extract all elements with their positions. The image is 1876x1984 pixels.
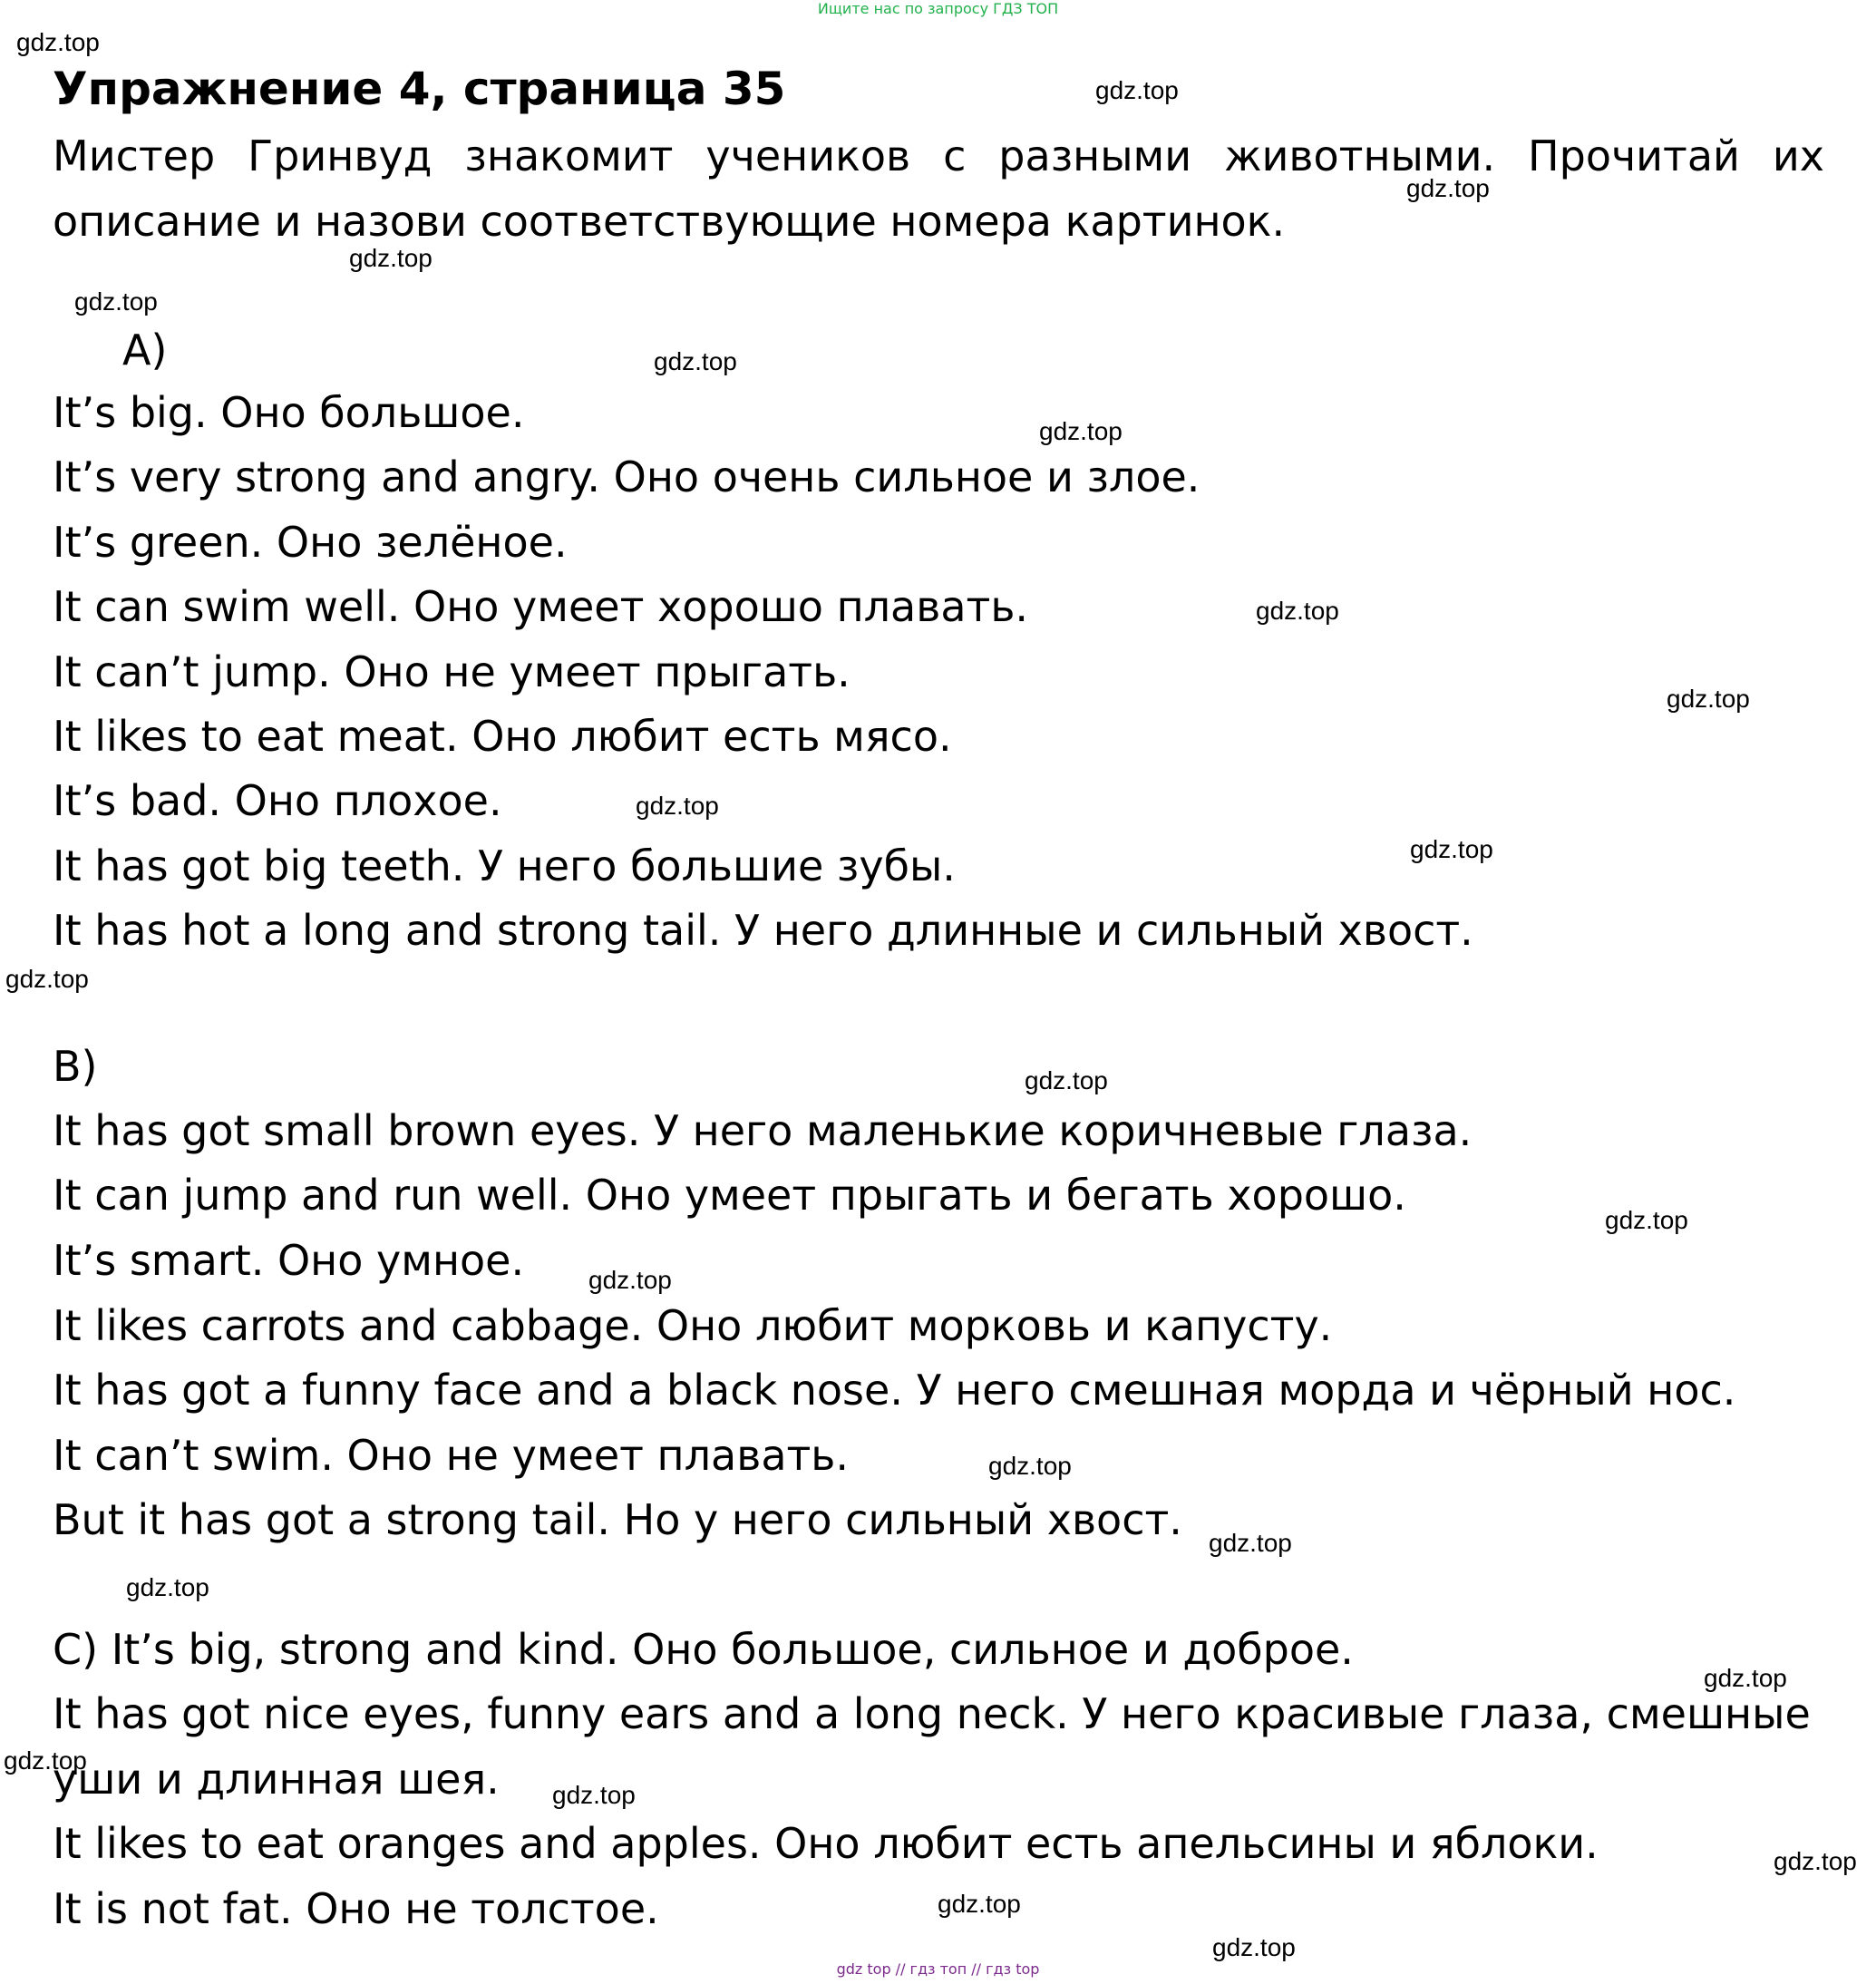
- watermark: gdz.top: [588, 1266, 672, 1294]
- section-a-label: A): [122, 326, 168, 374]
- section-b-line: It likes carrots and cabbage. Оно любит морковь и капусту.: [53, 1301, 1333, 1350]
- watermark: gdz.top: [4, 1746, 87, 1775]
- section-c-line: C) It’s big, strong and kind. Оно большое, сильное и доброе.: [53, 1625, 1354, 1674]
- section-b-line: It has got a funny face and a black nose. У него смешная морда и чёрный нос.: [53, 1366, 1736, 1415]
- section-a-line: It can swim well. Оно умеет хорошо плавать.: [53, 582, 1029, 631]
- section-a-line: It has hot a long and strong tail. У него длинные и сильный хвост.: [53, 906, 1473, 955]
- section-a-line: It likes to eat meat. Оно любит есть мясо.: [53, 712, 952, 761]
- watermark: gdz.top: [1039, 417, 1123, 445]
- watermark: gdz.top: [349, 244, 433, 272]
- watermark: gdz.top: [74, 287, 158, 316]
- section-a-line: It can’t jump. Оно не умеет прыгать.: [53, 647, 851, 696]
- section-b-line: It has got small brown eyes. У него маленькие коричневые глаза.: [53, 1106, 1473, 1155]
- page-title: Упражнение 4, страница 35: [53, 63, 786, 115]
- footer: gdz top // гдз топ // гдз top: [836, 1960, 1040, 1978]
- watermark: gdz.top: [654, 347, 737, 375]
- section-b-line: It’s smart. Оно умное.: [53, 1236, 525, 1285]
- section-b-label: B): [53, 1042, 98, 1091]
- section-c-line: It is not fat. Оно не толстое.: [53, 1884, 659, 1933]
- watermark: gdz.top: [1256, 597, 1339, 625]
- section-b-line: It can jump and run well. Оно умеет прыгать и бегать хорошо.: [53, 1171, 1406, 1220]
- watermark: gdz.top: [1667, 685, 1750, 713]
- watermark: gdz.top: [126, 1573, 209, 1601]
- section-a-line: It has got big teeth. У него большие зубы.: [53, 841, 956, 890]
- section-c-line: It likes to eat oranges and apples. Оно любит есть апельсины и яблоки.: [53, 1819, 1599, 1868]
- watermark: gdz.top: [1605, 1206, 1688, 1234]
- watermark: gdz.top: [1410, 835, 1493, 863]
- watermark: gdz.top: [552, 1781, 636, 1809]
- watermark: gdz.top: [16, 28, 100, 56]
- watermark: gdz.top: [1774, 1847, 1857, 1875]
- section-c-line: It has got nice eyes, funny ears and a long neck. У него красивые глаза, смешные: [53, 1689, 1811, 1738]
- section-b-line: But it has got a strong tail. Но у него сильный хвост.: [53, 1495, 1182, 1544]
- watermark: gdz.top: [938, 1890, 1021, 1918]
- top-banner: Ищите нас по запросу ГДЗ ТОП: [817, 0, 1059, 17]
- section-a-line: It’s big. Оно большое.: [53, 388, 525, 437]
- section-a-line: It’s green. Оно зелёное.: [53, 518, 568, 567]
- watermark: gdz.top: [1095, 76, 1179, 104]
- watermark: gdz.top: [1025, 1066, 1108, 1094]
- section-a-line: It’s very strong and angry. Оно очень сильное и злое.: [53, 452, 1200, 501]
- watermark: gdz.top: [988, 1452, 1072, 1480]
- watermark: gdz.top: [1406, 174, 1490, 202]
- watermark: gdz.top: [1209, 1529, 1292, 1557]
- section-a-line: It’s bad. Оно плохое.: [53, 776, 502, 825]
- section-b-line: It can’t swim. Оно не умеет плавать.: [53, 1431, 850, 1480]
- watermark: gdz.top: [1212, 1933, 1296, 1961]
- watermark: gdz.top: [636, 792, 719, 820]
- watermark: gdz.top: [5, 965, 89, 993]
- section-c-line: уши и длинная шея.: [53, 1755, 500, 1804]
- watermark: gdz.top: [1704, 1664, 1787, 1692]
- instruction-text: Мистер Гринвуд знакомит учеников с разными животными. Прочитай их описание и назови соответствующие номера картинок.: [53, 131, 1824, 246]
